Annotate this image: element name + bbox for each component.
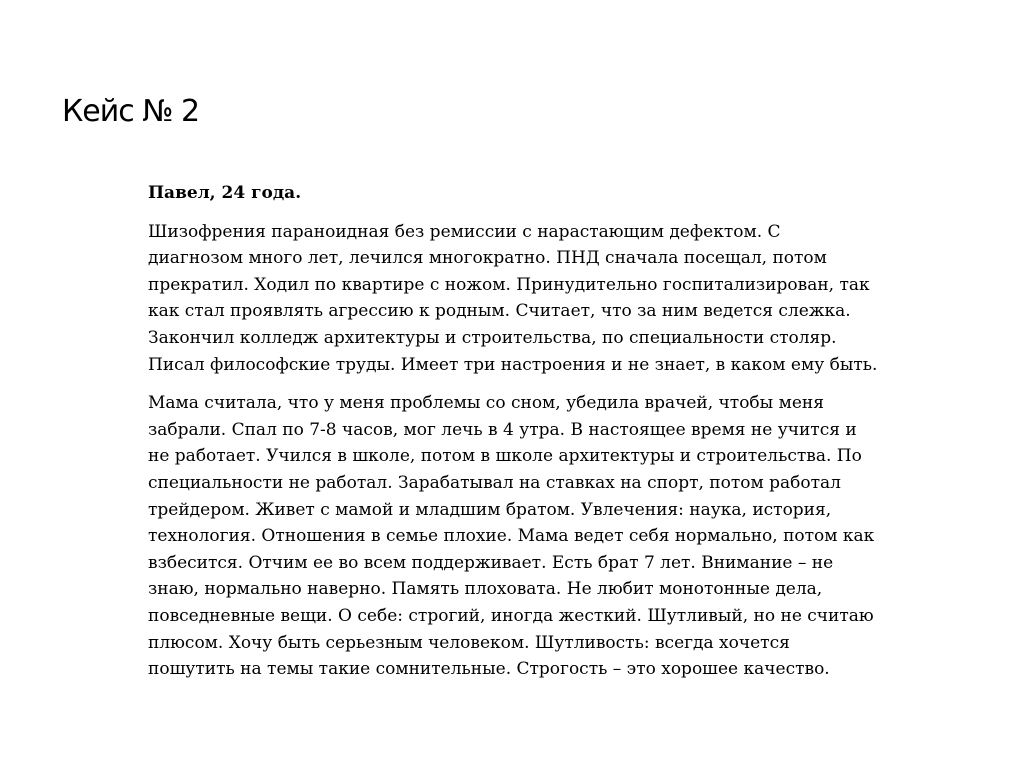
slide-title: Кейс № 2 bbox=[62, 94, 200, 129]
case-paragraph-anamnesis: Мама считала, что у меня проблемы со сном, убедила врачей, чтобы меня забрали. Спал по 7-8 часов, мог лечь в 4 утра. В настоящее время не учится и не работает. Учился в школе, потом в школе архитектуры и строительства. По специальности не работал. Зарабатывал на ставках на спорт, потом работал трейдером. Живет с мамой и младшим братом. Увлечения: наука, история, технология. Отношения в семье плохие. Мама ведет себя нормально, потом как взбесится. Отчим ее во всем поддерживает. Есть брат 7 лет. Внимание – не знаю, нормально наверно. Память плоховата. Не любит монотонные дела, повседневные вещи. О себе: строгий, иногда жесткий. Шутливый, но не считаю плюсом. Хочу быть серьезным человеком. Шутливость: всегда хочется пошутить на темы такие сомнительные. Строгость – это хорошее качество. bbox=[148, 393, 875, 680]
patient-header: Павел, 24 года. bbox=[148, 183, 302, 203]
case-content bbox=[148, 180, 878, 695]
case-paragraph-diagnosis: Шизофрения параноидная без ремиссии с нарастающим дефектом. С диагнозом много лет, лечился многократно. ПНД сначала посещал, потом прекратил. Ходил по квартире с ножом. Принудительно госпитализирован, так как стал проявлять агрессию к родным. Считает, что за ним ведется слежка. Закончил колледж архитектуры и строительства, по специальности столяр. Писал философские труды. Имеет три настроения и не знает, в каком ему быть. bbox=[148, 221, 878, 375]
